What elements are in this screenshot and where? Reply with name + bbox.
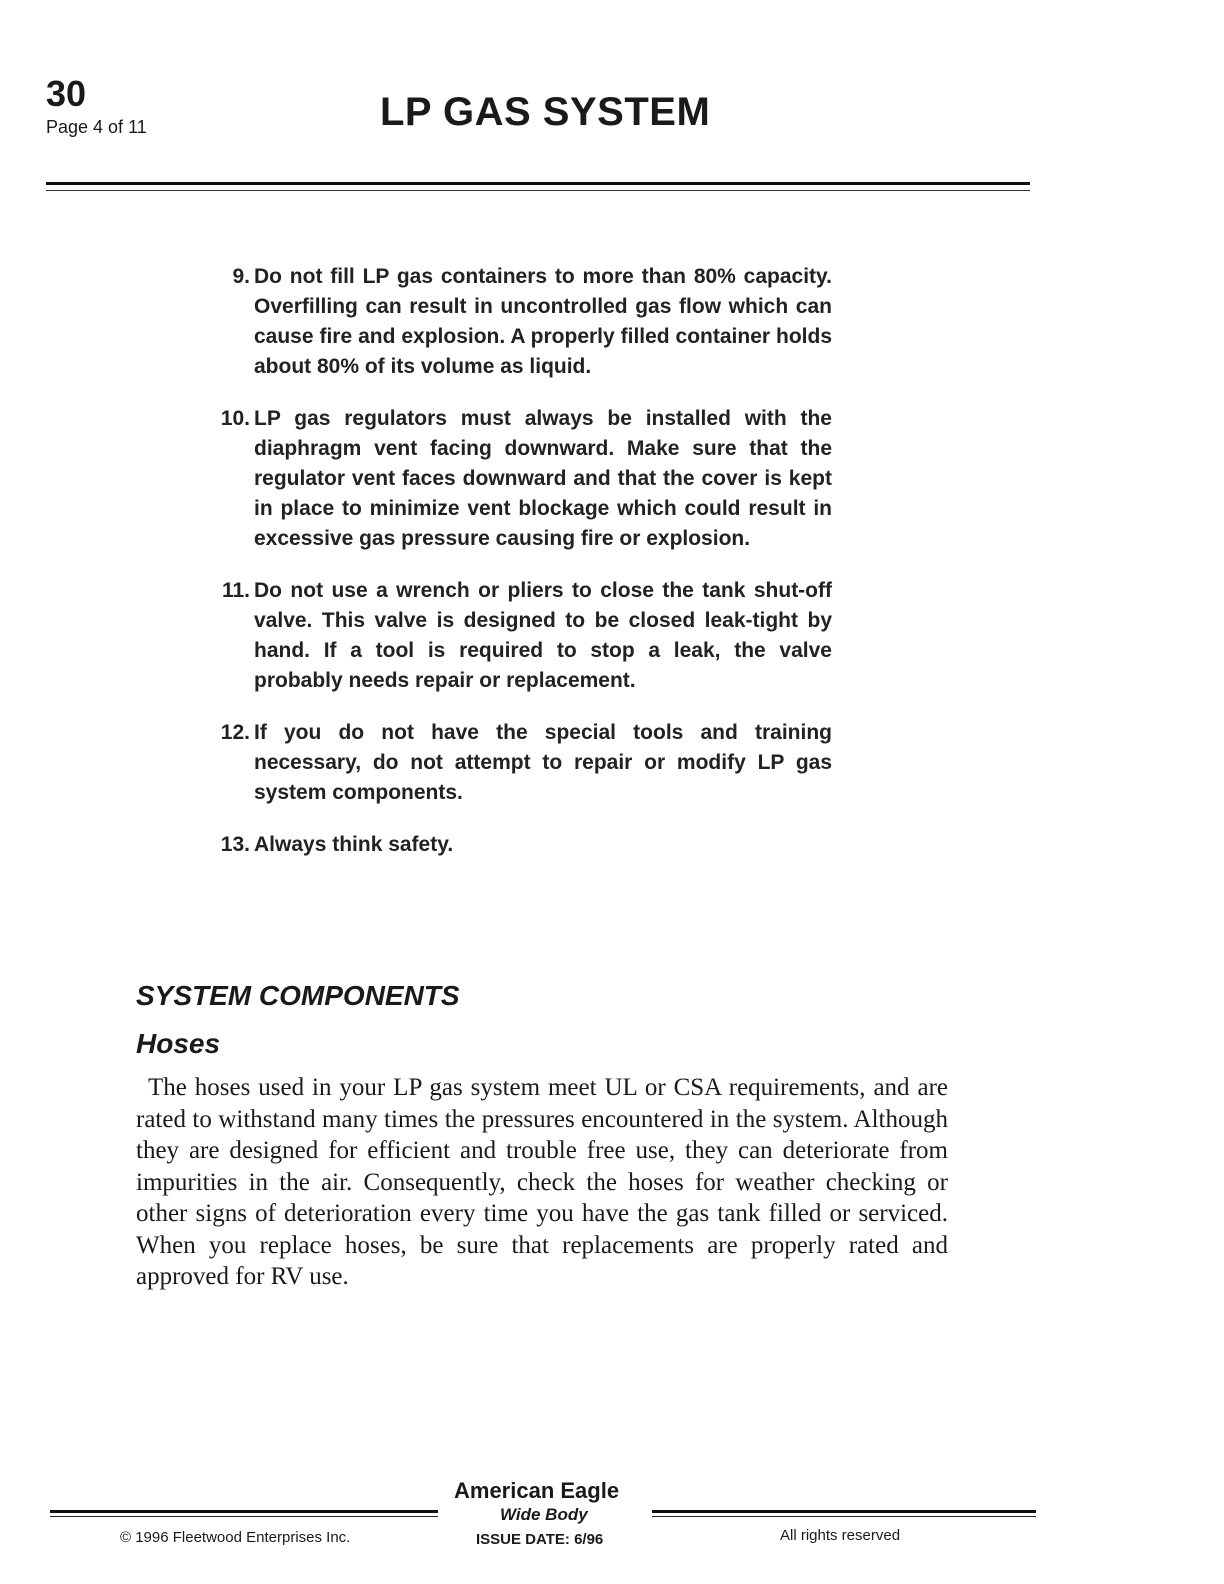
page-title: LP GAS SYSTEM — [380, 90, 711, 134]
item-text: LP gas regulators must always be installed with the diaphragm vent facing downward. Make sure that the regulator vent faces downward and that the cover is kept in place to minimize vent blockage which could result in excessive gas pressure causing fire or explosion. — [254, 407, 832, 550]
safety-item — [212, 576, 832, 696]
item-number: 11. — [221, 579, 250, 602]
hoses-paragraph: The hoses used in your LP gas system meet UL or CSA requirements, and are rated to withstand many times the pressures encountered in the system. Although they are designed for efficient and trouble free use, they can deteriorate from impurities in the air. Consequently, check the hoses for weather checking or other signs of deterioration every time you have the gas tank filled or serviced. When you replace hoses, be sure that replacements are properly rated and approved for RV use. — [136, 1074, 948, 1290]
footer-model: Wide Body — [500, 1505, 588, 1524]
safety-item — [212, 262, 832, 382]
footer-copyright: © 1996 Fleetwood Enterprises Inc. — [120, 1529, 351, 1546]
item-text: If you do not have the special tools and training necessary, do not attempt to repair or modify LP gas system components. — [254, 721, 832, 804]
page-of-label: Page 4 of 11 — [46, 117, 147, 137]
item-number: 10. — [220, 407, 250, 430]
footer-rule-right-thin — [652, 1516, 1036, 1517]
footer-issue-date: ISSUE DATE: 6/96 — [476, 1531, 604, 1548]
safety-list — [212, 262, 832, 882]
page-number: 30 — [46, 73, 87, 114]
item-number: 12. — [220, 721, 250, 744]
item-text: Do not use a wrench or pliers to close the tank shut-off valve. This valve is designed to be closed leak-tight by hand. If a tool is required to stop a leak, the valve probably needs repair or replacement. — [254, 579, 832, 692]
header-rule-thick — [46, 182, 1030, 185]
subsection-heading: Hoses — [136, 1028, 221, 1059]
item-text: Do not fill LP gas containers to more than 80% capacity. Overfilling can result in uncontrolled gas flow which can cause fire and explosion. A properly filled container holds about 80% of its volume as liquid. — [254, 265, 832, 378]
safety-item — [212, 830, 832, 860]
item-number: 13. — [220, 833, 250, 856]
footer-rule-left — [50, 1510, 438, 1513]
header-rule-thin — [46, 190, 1030, 191]
safety-item — [212, 404, 832, 554]
item-number: 9. — [232, 265, 250, 288]
item-text: Always think safety. — [254, 833, 454, 856]
footer-rule-left-thin — [50, 1516, 438, 1517]
footer-brand: American Eagle — [454, 1478, 620, 1503]
safety-item — [212, 718, 832, 808]
section-heading: SYSTEM COMPONENTS — [136, 980, 460, 1011]
footer-rights: All rights reserved — [780, 1527, 901, 1544]
footer-rule-right — [652, 1510, 1036, 1513]
